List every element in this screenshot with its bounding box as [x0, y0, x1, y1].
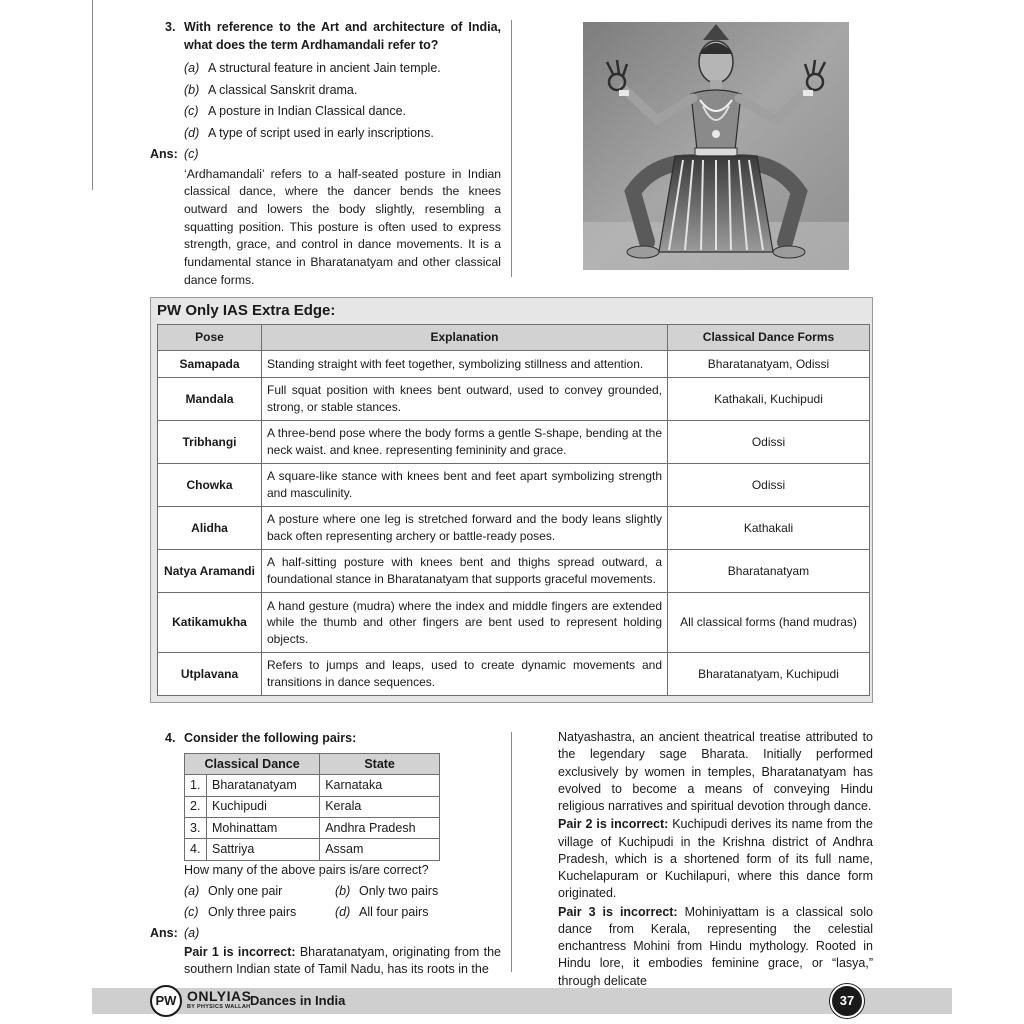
pose-cell: Utplavana	[158, 653, 262, 696]
question-text: Consider the following pairs:	[184, 731, 357, 745]
option-label: (a)	[184, 61, 200, 76]
forms-cell: Odissi	[668, 421, 870, 464]
options	[184, 882, 501, 923]
pair-number: 2.	[185, 796, 207, 817]
option-a	[184, 58, 501, 80]
answer-continuation-column	[558, 729, 873, 991]
brand-subtitle: BY PHYSICS WALLAH	[187, 1004, 251, 1010]
option-label: (c)	[184, 104, 199, 119]
answer-label: Ans:	[150, 925, 178, 940]
option-label: (d)	[335, 904, 351, 919]
option-label: (c)	[184, 904, 199, 919]
option-text: Only three pairs	[208, 904, 297, 919]
pair-state: Andhra Pradesh	[320, 818, 440, 839]
answer-value: (c)	[184, 147, 199, 162]
table-row	[185, 818, 440, 839]
pose-cell: Chowka	[158, 464, 262, 507]
table-row	[185, 839, 440, 860]
question-4	[150, 729, 501, 979]
answer-value: (a)	[184, 925, 200, 940]
answer-explanation: ‘Ardhamandali’ refers to a half-seated posture in Indian classical dance, where the dancer bends the knees outward and lowers the body slightly, resembling a squatting position. This posture is often used to express strength, grace, and control in dance movements. It is a fundamental stance in Bharatanatyam and other classical dance forms.	[184, 166, 501, 287]
chapter-title: Dances in India	[250, 993, 346, 1008]
forms-cell: Kathakali, Kuchipudi	[668, 378, 870, 421]
question-3-head	[165, 18, 501, 54]
brand-name: ONLYIAS	[187, 988, 252, 1004]
pair-state: Assam	[320, 839, 440, 860]
pair-dance: Kuchipudi	[207, 796, 320, 817]
option-text: All four pairs	[359, 904, 429, 919]
pose-cell: Tribhangi	[158, 421, 262, 464]
pose-cell: Katikamukha	[158, 593, 262, 653]
option-a	[184, 882, 335, 903]
pair-state: Kerala	[320, 796, 440, 817]
pair-2-heading: Pair 2 is incorrect:	[558, 817, 669, 832]
question-number: 4.	[165, 731, 176, 745]
question-number: 3.	[165, 20, 176, 34]
option-b	[184, 80, 501, 102]
extra-edge-box	[150, 297, 873, 703]
option-label: (b)	[184, 82, 200, 97]
pose-cell: Samapada	[158, 351, 262, 378]
question-4-head	[165, 729, 501, 747]
option-text: Only two pairs	[359, 884, 439, 899]
explanation-cell: Standing straight with feet together, symbolizing stillness and attention.	[262, 351, 668, 378]
column-rule-q3	[511, 20, 512, 277]
column-rule-q4	[511, 732, 512, 972]
table-row	[158, 653, 870, 696]
options	[184, 58, 501, 144]
table-header-row	[158, 325, 870, 351]
pair-number: 1.	[185, 775, 207, 796]
pair-3-text: Mohiniyattam is a classical solo dance from Kerala, representing the celestial enchantress Mohini from Hindu mythology. Rooted in Hindu lore, it embodies feminine grace, or “lasya,” through delicate	[558, 904, 873, 988]
dancer-illustration	[583, 22, 849, 270]
table-row	[185, 775, 440, 796]
explanation-cell: A square-like stance with knees bent and feet apart symbolizing strength and masculinity.	[262, 464, 668, 507]
pose-cell: Natya Aramandi	[158, 550, 262, 593]
option-text: A type of script used in early inscriptions.	[208, 125, 434, 140]
table-row	[158, 507, 870, 550]
option-text: A classical Sanskrit drama.	[208, 82, 358, 97]
pair-number: 3.	[185, 818, 207, 839]
pair-1-heading: Pair 1 is incorrect:	[184, 945, 296, 960]
forms-cell: Odissi	[668, 464, 870, 507]
pair-dance: Bharatanatyam	[207, 775, 320, 796]
option-d	[184, 123, 501, 145]
margin-rule-top	[92, 0, 93, 190]
column-header-dance: Classical Dance	[185, 754, 320, 775]
table-row	[185, 796, 440, 817]
page-footer	[92, 988, 952, 1014]
question-stem: How many of the above pairs is/are correct?	[184, 862, 429, 877]
option-label: (a)	[184, 884, 200, 899]
extra-edge-title: PW Only IAS Extra Edge:	[157, 302, 336, 319]
table-row	[158, 550, 870, 593]
option-d	[335, 902, 475, 923]
column-header-pose: Pose	[158, 325, 262, 351]
pair-state: Karnataka	[320, 775, 440, 796]
question-text: With reference to the Art and architecture of India, what does the term Ardhamandali refer to?	[184, 20, 501, 53]
explanation-cell: A half-sitting posture with knees bent and thighs spread outward, a foundational stance in Bharatanatyam that supports graceful movements.	[262, 550, 668, 593]
pose-cell: Alidha	[158, 507, 262, 550]
pairs-table	[184, 753, 440, 860]
answer-row	[150, 146, 501, 163]
pair-1-text: Bharatanatyam, originating from the southern Indian state of Tamil Nadu, has its roots in the	[184, 945, 501, 977]
pair-number: 4.	[185, 839, 207, 860]
column-header-forms: Classical Dance Forms	[668, 325, 870, 351]
pair-dance: Mohinattam	[207, 818, 320, 839]
explanation-cell: A posture where one leg is stretched forward and the body leans slightly back often representing archery or battle-ready poses.	[262, 507, 668, 550]
pw-logo-icon: PW	[150, 985, 182, 1017]
pair-3-heading: Pair 3 is incorrect:	[558, 904, 678, 919]
pose-table	[157, 324, 870, 696]
pair-2-explanation	[558, 816, 873, 902]
question-3	[150, 18, 501, 289]
option-label: (d)	[184, 125, 200, 140]
dancer-photo	[583, 22, 849, 270]
answer-row	[150, 925, 501, 942]
option-c	[184, 902, 335, 923]
table-row	[158, 378, 870, 421]
explanation-cell: Refers to jumps and leaps, used to create dynamic movements and transitions in dance sequences.	[262, 653, 668, 696]
explanation-cell: A hand gesture (mudra) where the index and middle fingers are extended while the thumb and other fingers are bent used to represent holding objects.	[262, 593, 668, 653]
option-text: A structural feature in ancient Jain temple.	[208, 61, 441, 76]
forms-cell: Kathakali	[668, 507, 870, 550]
pose-cell: Mandala	[158, 378, 262, 421]
answer-label: Ans:	[150, 147, 178, 162]
option-label: (b)	[335, 884, 351, 899]
option-c	[184, 101, 501, 123]
explanation-cell: Full squat position with knees bent outward, used to convey grounded, strong, or stable stances.	[262, 378, 668, 421]
forms-cell: All classical forms (hand mudras)	[668, 593, 870, 653]
table-row	[158, 351, 870, 378]
table-row	[158, 421, 870, 464]
pair-dance: Sattriya	[207, 839, 320, 860]
pair-3-explanation	[558, 904, 873, 990]
option-b	[335, 882, 475, 903]
explanation-cell: A three-bend pose where the body forms a gentle S-shape, bending at the neck waist. and knee. representing femininity and grace.	[262, 421, 668, 464]
forms-cell: Bharatanatyam, Kuchipudi	[668, 653, 870, 696]
table-row	[158, 593, 870, 653]
option-text: A posture in Indian Classical dance.	[208, 104, 407, 119]
pairs-header-row	[185, 754, 440, 775]
forms-cell: Bharatanatyam, Odissi	[668, 351, 870, 378]
pair-1-continuation: Natyashastra, an ancient theatrical treatise attributed to the legendary sage Bharata. Initially performed exclusively by women in temples, Bharatanatyam has evolved to become a means of conveying Hindu religious narratives and spiritual devotion through dance.	[558, 730, 873, 813]
table-row	[158, 464, 870, 507]
page-number: 37	[830, 984, 864, 1018]
forms-cell: Bharatanatyam	[668, 550, 870, 593]
pair-1-explanation	[184, 944, 501, 979]
pair-2-text: Kuchipudi derives its name from the village of Kuchipudi in the Krishna district of Andhra Pradesh, which is a shortened form of its full name, Kuchelapuram or Kuchilapuri, where this dance form originated.	[558, 817, 873, 901]
option-text: Only one pair	[208, 884, 283, 899]
column-header-state: State	[320, 754, 440, 775]
column-header-explanation: Explanation	[262, 325, 668, 351]
